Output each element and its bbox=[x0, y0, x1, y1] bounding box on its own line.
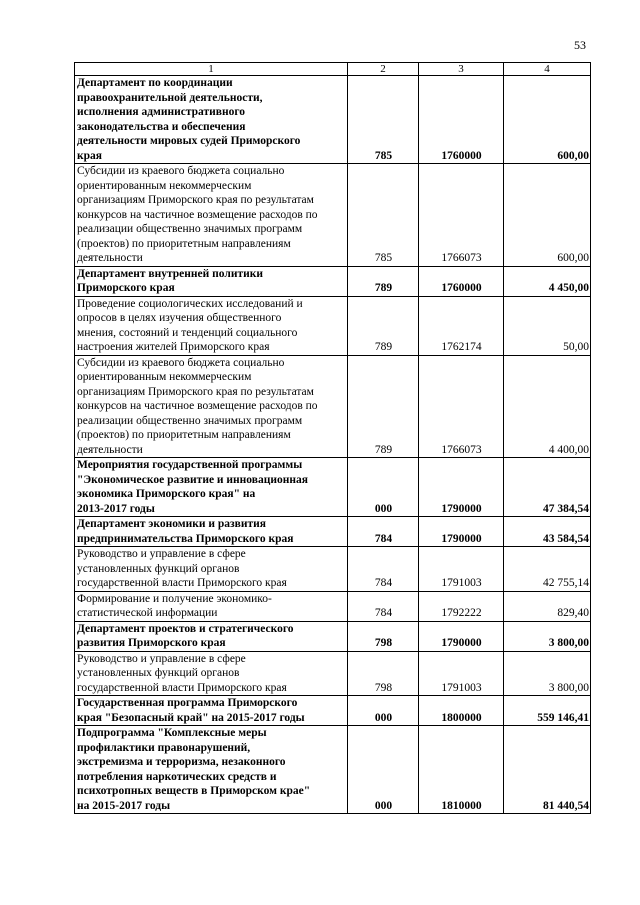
target-article-cell: 1766073 bbox=[419, 355, 504, 458]
table-row bbox=[75, 651, 591, 696]
target-article-cell: 1766073 bbox=[419, 164, 504, 267]
column-header: 4 bbox=[504, 63, 591, 76]
column-header: 1 bbox=[75, 63, 348, 76]
ministry-code-cell: 789 bbox=[348, 266, 419, 296]
table-row bbox=[75, 591, 591, 621]
ministry-code-cell: 798 bbox=[348, 621, 419, 651]
item-name-cell: Департамент экономики и развития предпринимательства Приморского края bbox=[75, 517, 348, 547]
item-name-cell: Подпрограмма "Комплексные меры профилактики правонарушений, экстремизма и терроризма, незаконного потребления наркотических средств и психотропных веществ в Приморском крае" на 2015-2017 годы bbox=[75, 726, 348, 814]
target-article-cell: 1790000 bbox=[419, 621, 504, 651]
table-row bbox=[75, 621, 591, 651]
ministry-code-cell: 789 bbox=[348, 355, 419, 458]
item-name-cell: Департамент проектов и стратегического развития Приморского края bbox=[75, 621, 348, 651]
target-article-cell: 1760000 bbox=[419, 266, 504, 296]
target-article-cell: 1790000 bbox=[419, 517, 504, 547]
ministry-code-cell: 000 bbox=[348, 726, 419, 814]
table-row bbox=[75, 517, 591, 547]
target-article-cell: 1792222 bbox=[419, 591, 504, 621]
item-name-cell: Проведение социологических исследований и опросов в целях изучения общественного мнения, состояний и тенденций социального настроения жителей Приморского края bbox=[75, 296, 348, 355]
amount-cell: 4 450,00 bbox=[504, 266, 591, 296]
amount-cell: 3 800,00 bbox=[504, 651, 591, 696]
amount-cell: 600,00 bbox=[504, 76, 591, 164]
amount-cell: 829,40 bbox=[504, 591, 591, 621]
ministry-code-cell: 000 bbox=[348, 696, 419, 726]
column-header: 2 bbox=[348, 63, 419, 76]
target-article-cell: 1760000 bbox=[419, 76, 504, 164]
item-name-cell: Департамент внутренней политики Приморского края bbox=[75, 266, 348, 296]
ministry-code-cell: 784 bbox=[348, 517, 419, 547]
page-number: 53 bbox=[574, 38, 586, 52]
table-row bbox=[75, 296, 591, 355]
amount-cell: 42 755,14 bbox=[504, 547, 591, 592]
amount-cell: 600,00 bbox=[504, 164, 591, 267]
ministry-code-cell: 789 bbox=[348, 296, 419, 355]
table-row bbox=[75, 355, 591, 458]
column-number-row bbox=[75, 63, 591, 76]
item-name-cell: Мероприятия государственной программы "Экономическое развитие и инновационная экономика Приморского края" на 2013-2017 годы bbox=[75, 458, 348, 517]
item-name-cell: Субсидии из краевого бюджета социально ориентированным некоммерческим организациям Приморского края по результатам конкурсов на частичное возмещение расходов по реализации общественно значимых программ (проектов) по приоритетным направлениям деятельности bbox=[75, 164, 348, 267]
budget-table bbox=[74, 62, 591, 814]
amount-cell: 559 146,41 bbox=[504, 696, 591, 726]
target-article-cell: 1791003 bbox=[419, 651, 504, 696]
item-name-cell: Формирование и получение экономико- статистической информации bbox=[75, 591, 348, 621]
table-row bbox=[75, 266, 591, 296]
ministry-code-cell: 000 bbox=[348, 458, 419, 517]
ministry-code-cell: 785 bbox=[348, 76, 419, 164]
target-article-cell: 1800000 bbox=[419, 696, 504, 726]
item-name-cell: Субсидии из краевого бюджета социально ориентированным некоммерческим организациям Приморского края по результатам конкурсов на частичное возмещение расходов по реализации общественно значимых программ (проектов) по приоритетным направлениям деятельности bbox=[75, 355, 348, 458]
ministry-code-cell: 784 bbox=[348, 547, 419, 592]
amount-cell: 4 400,00 bbox=[504, 355, 591, 458]
amount-cell: 81 440,54 bbox=[504, 726, 591, 814]
target-article-cell: 1791003 bbox=[419, 547, 504, 592]
amount-cell: 3 800,00 bbox=[504, 621, 591, 651]
item-name-cell: Департамент по координации правоохранительной деятельности, исполнения административного законодательства и обеспечения деятельности мировых судей Приморского края bbox=[75, 76, 348, 164]
table-row bbox=[75, 696, 591, 726]
table-row bbox=[75, 76, 591, 164]
table-row bbox=[75, 164, 591, 267]
table-row bbox=[75, 726, 591, 814]
table-row bbox=[75, 547, 591, 592]
item-name-cell: Государственная программа Приморского края "Безопасный край" на 2015-2017 годы bbox=[75, 696, 348, 726]
column-header: 3 bbox=[419, 63, 504, 76]
amount-cell: 47 384,54 bbox=[504, 458, 591, 517]
item-name-cell: Руководство и управление в сфере установленных функций органов государственной власти Приморского края bbox=[75, 651, 348, 696]
item-name-cell: Руководство и управление в сфере установленных функций органов государственной власти Приморского края bbox=[75, 547, 348, 592]
ministry-code-cell: 785 bbox=[348, 164, 419, 267]
ministry-code-cell: 784 bbox=[348, 591, 419, 621]
target-article-cell: 1790000 bbox=[419, 458, 504, 517]
target-article-cell: 1762174 bbox=[419, 296, 504, 355]
table-row bbox=[75, 458, 591, 517]
amount-cell: 43 584,54 bbox=[504, 517, 591, 547]
amount-cell: 50,00 bbox=[504, 296, 591, 355]
ministry-code-cell: 798 bbox=[348, 651, 419, 696]
target-article-cell: 1810000 bbox=[419, 726, 504, 814]
